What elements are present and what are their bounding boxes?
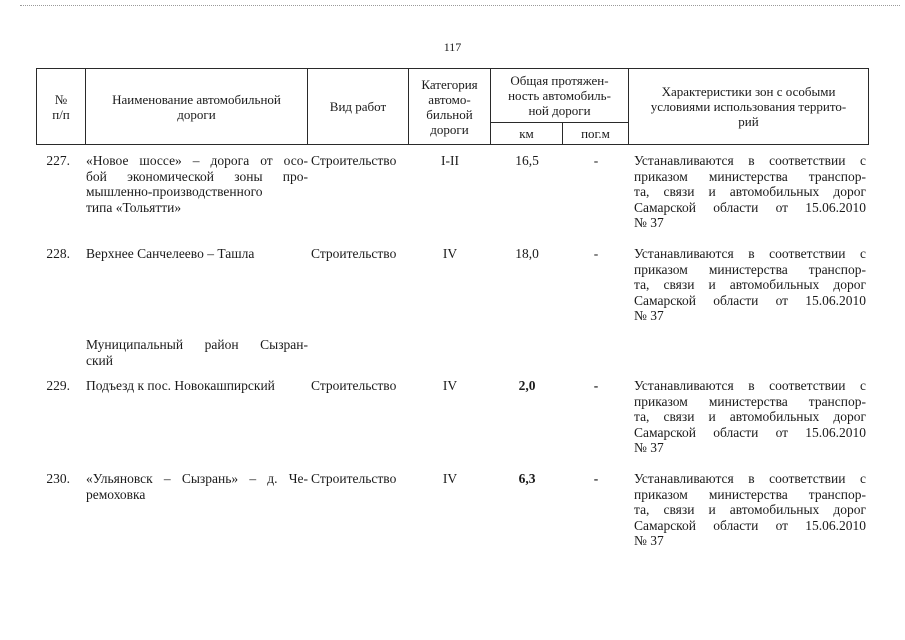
length-pog-m: - xyxy=(593,378,599,393)
road-category: I-II xyxy=(441,153,459,168)
header-total-length: Общая протяжен- ность автомобиль- ной дороги xyxy=(491,69,629,123)
work-type: Строительство xyxy=(311,246,397,261)
work-type: Строительство xyxy=(311,153,397,168)
header-category: Категория автомо- бильной дороги xyxy=(409,69,491,145)
length-km: 18,0 xyxy=(515,246,539,261)
scan-artifact-line xyxy=(20,5,900,6)
road-name: «Ульяновск – Сызрань» – д. Че- ремоховка xyxy=(86,471,308,502)
zone-characteristics: Устанавливаются в соответствии с приказом министерства транспор- та, связи и автомобильных дорог Самарской области от 15.06.2010 № 37 xyxy=(634,471,866,548)
header-km: км xyxy=(491,123,563,145)
road-category: IV xyxy=(442,378,458,393)
length-pog-m: - xyxy=(593,471,599,486)
zone-characteristics: Устанавливаются в соответствии с приказом министерства транспор- та, связи и автомобильных дорог Самарской области от 15.06.2010 № 37 xyxy=(634,153,866,230)
header-zone-characteristics: Характеристики зон с особыми условиями использования террито- рий xyxy=(629,69,869,145)
work-type: Строительство xyxy=(311,471,397,486)
header-road-name: Наименование автомобильной дороги xyxy=(86,69,308,145)
page-number: 117 xyxy=(443,40,462,54)
length-km: 2,0 xyxy=(518,378,536,393)
length-km: 16,5 xyxy=(515,153,539,168)
header-pog-m: пог.м xyxy=(563,123,629,145)
row-number: 227. xyxy=(46,153,70,168)
length-pog-m: - xyxy=(593,153,599,168)
header-work-type: Вид работ xyxy=(308,69,409,145)
header-no: № п/п xyxy=(37,69,86,145)
length-pog-m: - xyxy=(593,246,599,261)
row-number: 228. xyxy=(46,246,70,261)
group-heading: Муниципальный район Сызран- ский xyxy=(86,337,308,368)
road-name: Верхнее Санчелеево – Ташла xyxy=(86,246,255,261)
road-category: IV xyxy=(442,471,458,486)
row-number: 229. xyxy=(46,378,70,393)
road-name: Подъезд к пос. Новокашпирский xyxy=(86,378,275,393)
work-type: Строительство xyxy=(311,378,397,393)
road-category: IV xyxy=(442,246,458,261)
zone-characteristics: Устанавливаются в соответствии с приказом министерства транспор- та, связи и автомобильных дорог Самарской области от 15.06.2010 № 37 xyxy=(634,246,866,323)
zone-characteristics: Устанавливаются в соответствии с приказом министерства транспор- та, связи и автомобильных дорог Самарской области от 15.06.2010 № 37 xyxy=(634,378,866,455)
length-km: 6,3 xyxy=(518,471,536,486)
table-header xyxy=(36,68,869,145)
row-number: 230. xyxy=(46,471,70,486)
road-name: «Новое шоссе» – дорога от осо- бой экономической зоны про- мышленно-производственного типа «Тольятти» xyxy=(86,153,308,215)
